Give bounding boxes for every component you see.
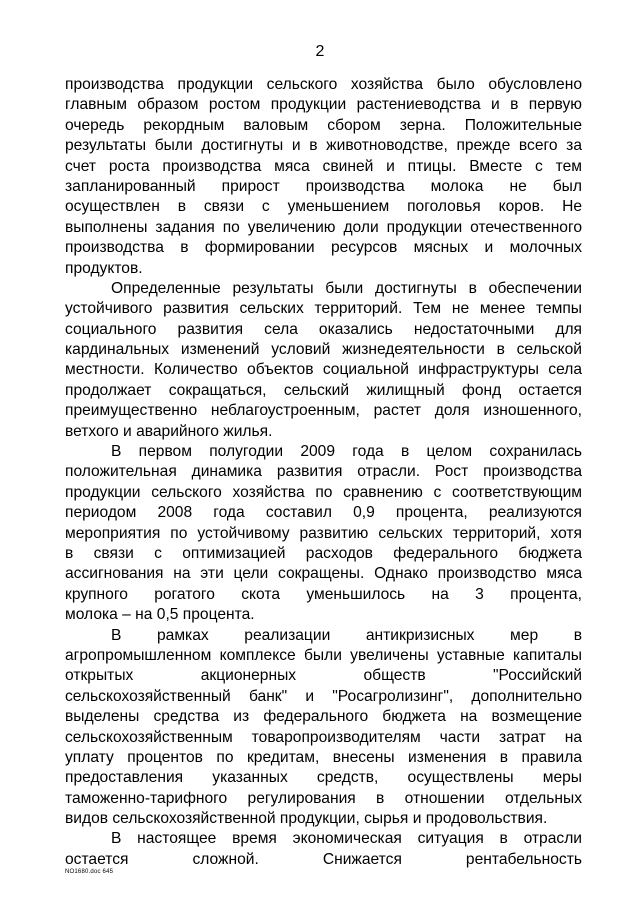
text-line: продолжает сокращаться, сельский жилищный фонд остается — [65, 381, 582, 399]
paragraph — [65, 626, 582, 830]
text-line: В первом полугодии 2009 года в целом сохранилась — [111, 443, 582, 461]
text-line: производства продукции сельского хозяйства было обусловлено — [65, 76, 582, 93]
text-line: устойчивого развития сельских территорий. Тем не менее темпы — [65, 300, 582, 318]
text-line: кардинальных изменений условий жизнедеятельности в сельской — [65, 341, 582, 359]
text-line: Определенные результаты были достигнуты в обеспечении — [111, 279, 582, 297]
text-line: таможенно-тарифного регулирования в отношении отдельных — [65, 789, 582, 807]
text-line: В настоящее время экономическая ситуация в отрасли — [111, 830, 582, 848]
text-line: ветхого и аварийного жилья. — [65, 422, 273, 440]
footer-filename: NO1680.doc 645 — [65, 869, 114, 875]
page-number: 2 — [315, 43, 325, 60]
text-line: преимущественно неблагоустроенным, растет доля изношенного, — [65, 402, 582, 420]
text-line: в связи с оптимизацией расходов федерального бюджета — [65, 544, 582, 562]
text-line: остается сложной. Снижается рентабельность — [65, 850, 582, 868]
text-line: главным образом ростом продукции растениеводства и в первую — [65, 96, 582, 114]
text-line: производства в формировании ресурсов мясных и молочных — [65, 239, 582, 257]
text-line: осуществлен в связи с уменьшением поголовья коров. Не — [65, 198, 582, 216]
text-line: агропромышленном комплексе были увеличены уставные капиталы — [65, 646, 582, 664]
text-line: мероприятия по устойчивому развитию сельских территорий, хотя — [65, 524, 582, 542]
document-body — [65, 75, 582, 870]
text-line: социального развития села оказались недостаточными для — [65, 320, 582, 338]
text-line: продуктов. — [65, 259, 143, 277]
text-line: выделены средства из федерального бюджета на возмещение — [65, 708, 582, 726]
text-line: выполнены задания по увеличению доли продукции отечественного — [65, 218, 582, 236]
text-line: молока – на 0,5 процента. — [65, 606, 255, 624]
paragraph — [65, 442, 582, 626]
text-line: запланированный прирост производства молока не был — [65, 177, 582, 195]
text-line: продукции сельского хозяйства по сравнению с соответствующим — [65, 483, 582, 501]
text-line: предоставления указанных средств, осуществлены меры — [65, 769, 582, 787]
text-line: сельскохозяйственный банк" и "Росагролизинг", дополнительно — [65, 687, 582, 705]
text-line: результаты были достигнуты и в животноводстве, прежде всего за — [65, 137, 582, 155]
text-line: местности. Количество объектов социальной инфраструктуры села — [65, 361, 582, 379]
paragraph — [65, 279, 582, 442]
text-line: видов сельскохозяйственной продукции, сырья и продовольствия. — [65, 810, 548, 828]
text-line: периодом 2008 года составил 0,9 процента, реализуются — [65, 504, 582, 522]
text-line: крупного рогатого скота уменьшилось на 3 процента, — [65, 585, 582, 603]
paragraph — [65, 75, 582, 279]
text-line: сельскохозяйственным товаропроизводителям части затрат на — [65, 728, 582, 746]
text-line: очередь рекордным валовым сбором зерна. Положительные — [65, 116, 582, 134]
text-line: ассигнования на эти цели сокращены. Однако производство мяса — [65, 565, 582, 583]
paragraph — [65, 829, 582, 870]
text-line: открытых акционерных обществ "Российский — [65, 667, 582, 685]
text-line: В рамках реализации антикризисных мер в — [111, 626, 582, 644]
text-line: положительная динамика развития отрасли. Рост производства — [65, 463, 582, 481]
text-line: уплату процентов по кредитам, внесены изменения в правила — [65, 748, 582, 766]
text-line: счет роста производства мяса свиней и птицы. Вместе с тем — [65, 157, 582, 175]
